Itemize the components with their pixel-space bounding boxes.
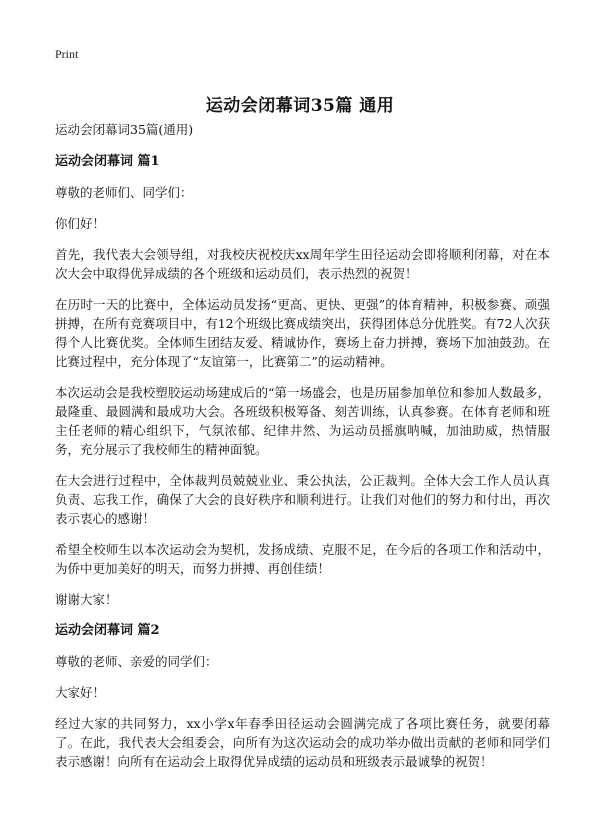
paragraph: 你们好！	[55, 216, 106, 231]
paragraph: 大家好！	[55, 685, 106, 700]
document-title: 运动会闭幕词35篇 通用	[205, 96, 395, 117]
section-heading: 运动会闭幕词 篇1	[55, 154, 160, 169]
paragraph: 尊敬的老师、亲爱的同学们：	[55, 654, 218, 669]
document-subtitle: 运动会闭幕词35篇(通用)	[55, 122, 194, 137]
document-body	[55, 120, 550, 783]
section-1	[55, 152, 550, 609]
section-2	[55, 621, 550, 771]
paragraph: 本次运动会是我校塑胶运动场建成后的“第一场盛会，也是历届参加单位和参加人数最多，最隆重、最圆满和最成功大会。各班级积极筹备、刻苦训练，认真参赛。在体育老师和班主任老师的精心组织下，气氛浓郁、纪律井然、为运动员摇旗呐喊，加油助威，热情服务，充分展示了我校师生的精神面貌。	[55, 385, 550, 457]
paragraph: 尊敬的老师们、同学们：	[55, 185, 193, 200]
paragraph: 谢谢大家！	[55, 592, 118, 607]
paragraph: 在大会进行过程中，全体裁判员兢兢业业、秉公执法，公正裁判。全体大会工作人员认真负责、忘我工作，确保了大会的良好秩序和顺利进行。让我们对他们的努力和付出，再次表示衷心的感谢！	[55, 473, 550, 526]
print-link[interactable]: Print	[55, 47, 79, 61]
paragraph: 首先，我代表大会领导组，对我校庆祝校庆xx周年学生田径运动会即将顺利闭幕，对在本次大会中取得优异成绩的各个班级和运动员们，表示热烈的祝贺！	[55, 247, 550, 281]
paragraph: 希望全校师生以本次运动会为契机，发扬成绩、克服不足，在今后的各项工作和活动中，为侨中更加美好的明天，而努力拼搏、再创佳绩！	[55, 542, 550, 576]
paragraph: 在历时一天的比赛中，全体运动员发扬“更高、更快、更强”的体育精神，积极参赛、顽强拼搏，在所有竞赛项目中，有12个班级比赛成绩突出，获得团体总分优胜奖。有72人次获得个人比赛优奖。全体师生团结友爱、精诚协作，赛场上奋力拼搏，赛场下加油鼓劲。在比赛过程中，充分体现了“友谊第一，比赛第二”的运动精神。	[55, 297, 550, 369]
section-heading: 运动会闭幕词 篇2	[55, 623, 160, 638]
paragraph: 经过大家的共同努力，xx小学x年春季田径运动会圆满完成了各项比赛任务，就要闭幕了。在此，我代表大会组委会，向所有为这次运动会的成功举办做出贡献的老师和同学们表示感谢！向所有在运动会上取得优异成绩的运动员和班级表示最诚挚的祝贺！	[55, 716, 550, 769]
